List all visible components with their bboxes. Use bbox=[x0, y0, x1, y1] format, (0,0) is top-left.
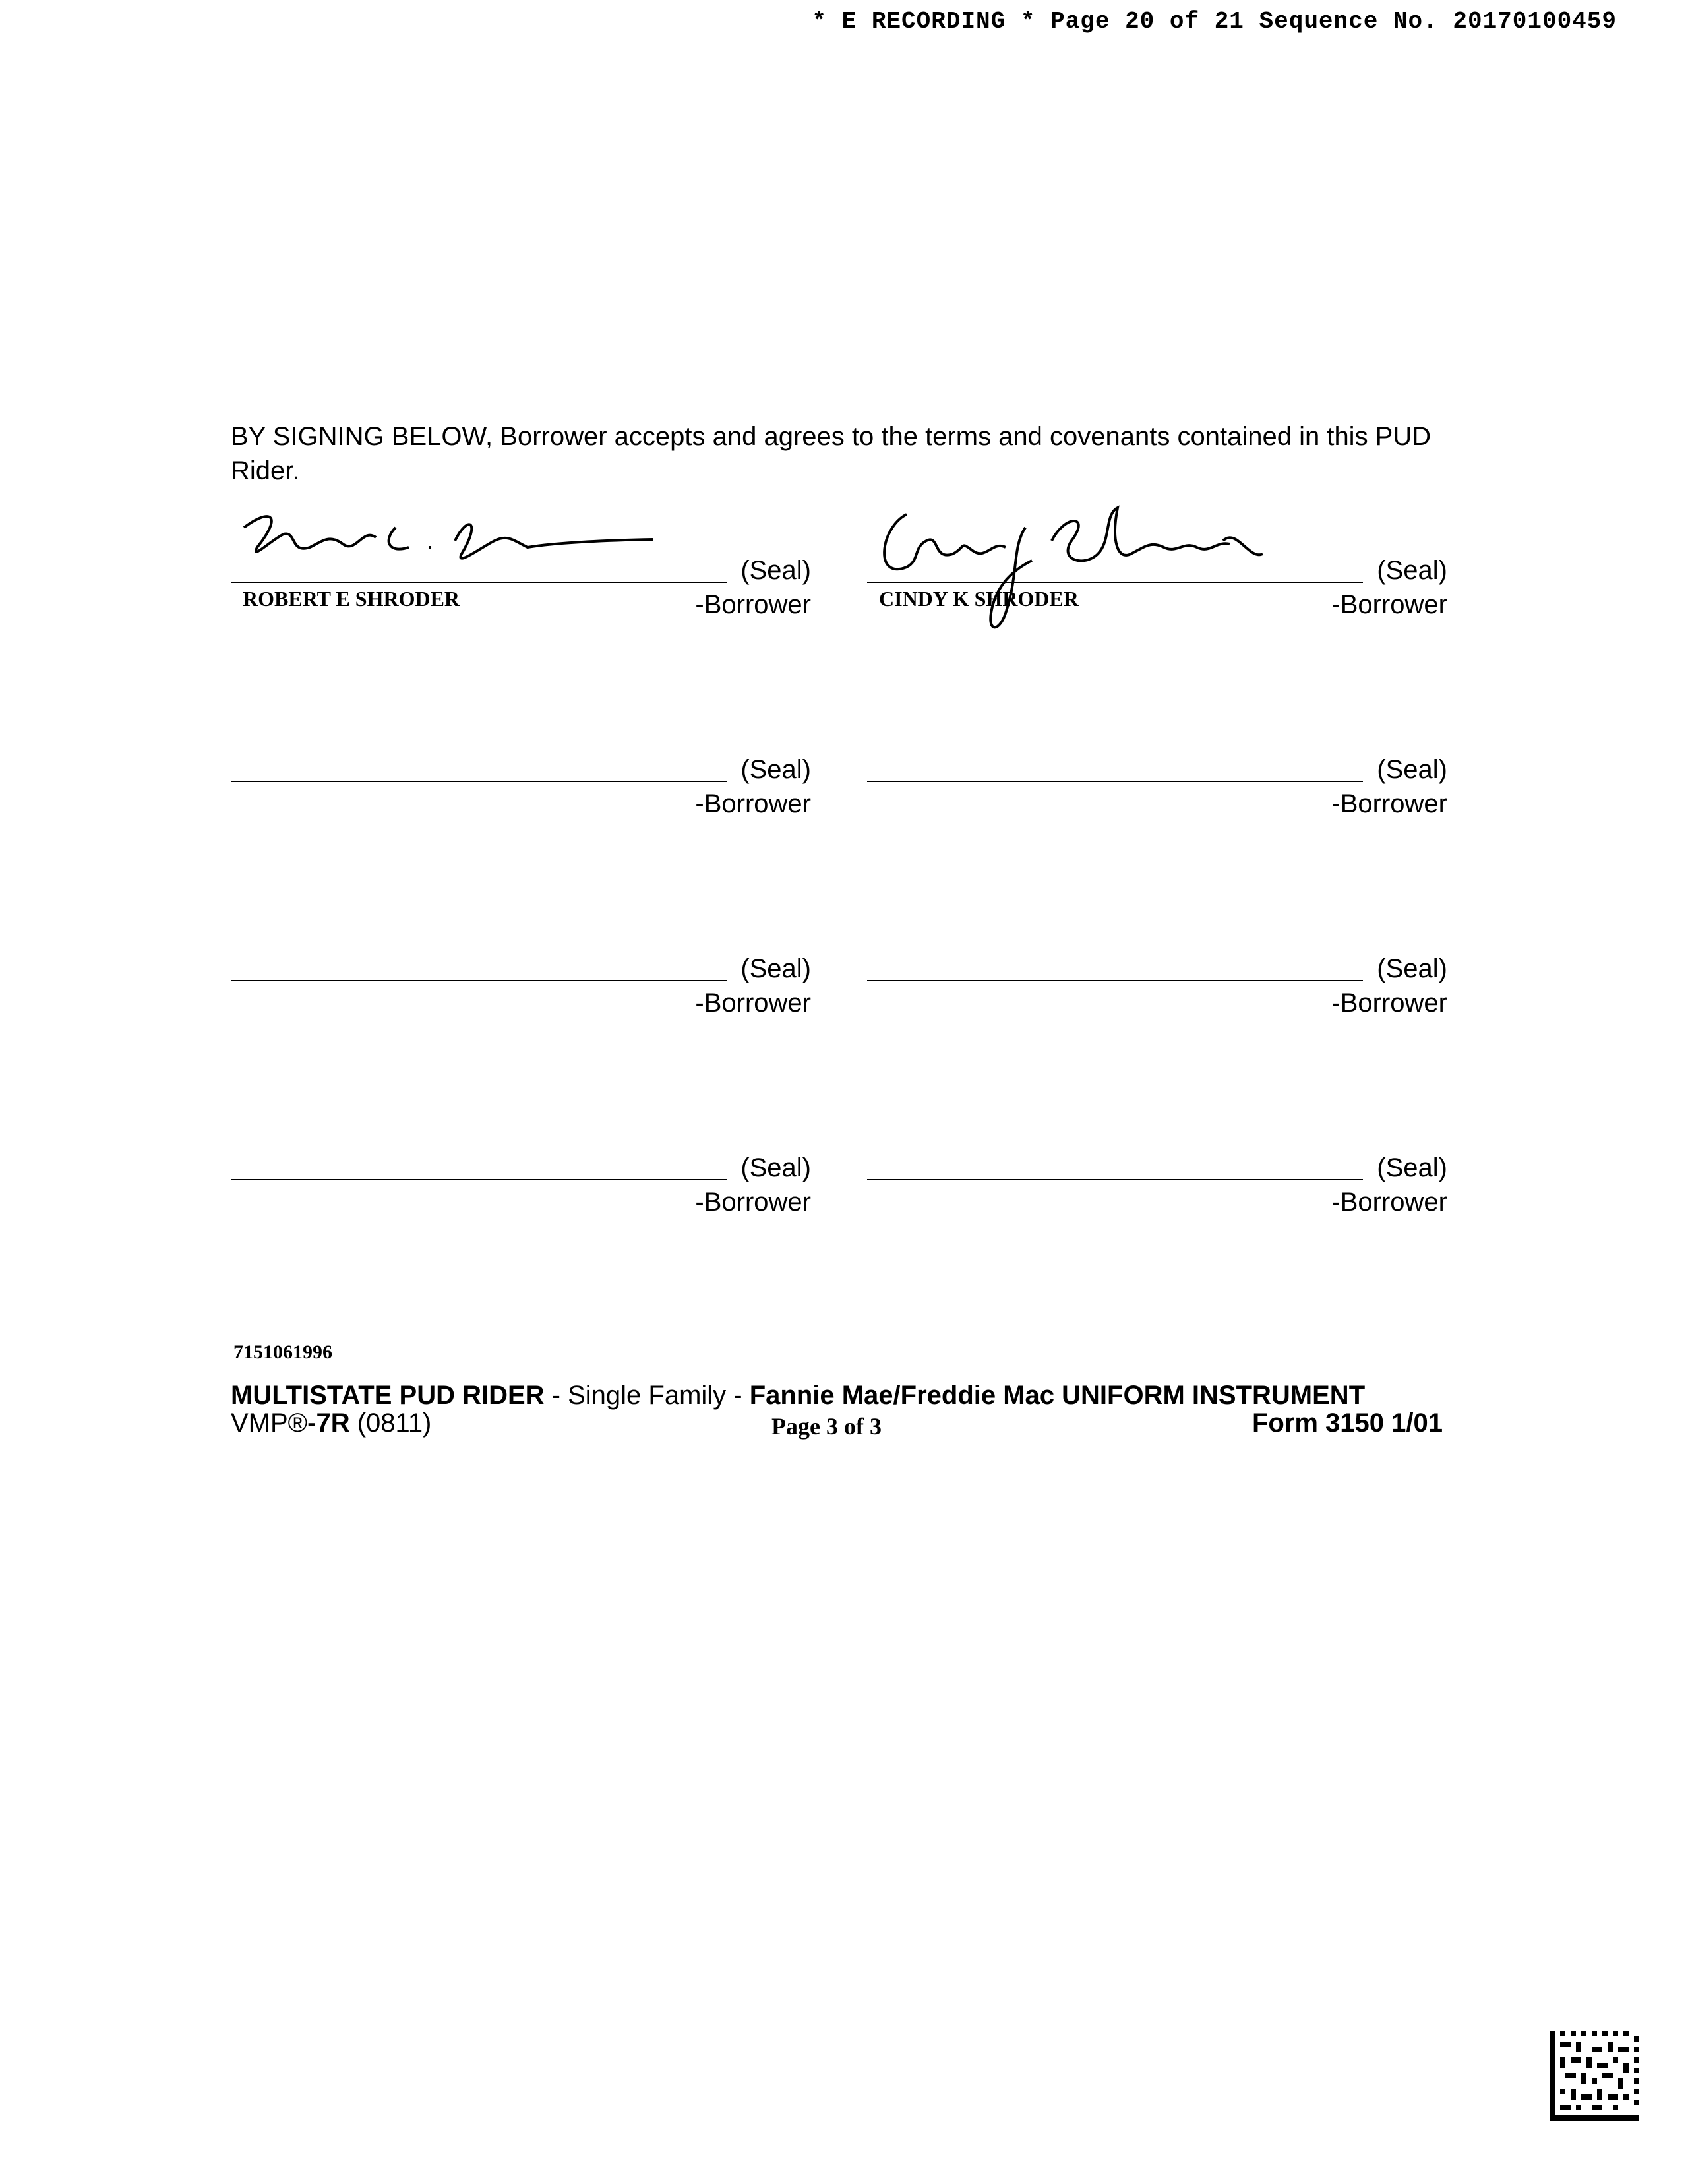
seal-label: (Seal) bbox=[1377, 954, 1447, 983]
signature-block-2 bbox=[867, 541, 1447, 620]
seal-label: (Seal) bbox=[740, 556, 811, 585]
signature-block-5 bbox=[231, 939, 811, 1018]
signature-line bbox=[867, 1179, 1363, 1180]
seal-label: (Seal) bbox=[740, 954, 811, 983]
borrower-label: -Borrower bbox=[695, 988, 811, 1017]
signature-block-7 bbox=[231, 1138, 811, 1217]
signature-robert bbox=[231, 501, 692, 593]
vmp-prefix: VMP® bbox=[231, 1409, 308, 1438]
borrower-label: -Borrower bbox=[1331, 1188, 1447, 1217]
borrower-label: -Borrower bbox=[695, 590, 811, 619]
signature-block-1 bbox=[231, 541, 811, 620]
signature-line bbox=[867, 582, 1363, 583]
vmp-suffix: (0811) bbox=[349, 1409, 432, 1438]
signature-line bbox=[867, 980, 1363, 981]
page-number: Page 3 of 3 bbox=[771, 1413, 882, 1440]
recording-header: * E RECORDING * Page 20 of 21 Sequence No. 20170100459 bbox=[812, 8, 1617, 35]
signature-line bbox=[231, 980, 727, 981]
signature-line bbox=[231, 781, 727, 782]
signature-block-3 bbox=[231, 740, 811, 819]
signer-name: CINDY K SHRODER bbox=[879, 587, 1079, 611]
signature-block-4 bbox=[867, 740, 1447, 819]
signer-name: ROBERT E SHRODER bbox=[243, 587, 460, 611]
signature-line bbox=[231, 1179, 727, 1180]
loan-number: 7151061996 bbox=[233, 1341, 332, 1363]
seal-label: (Seal) bbox=[740, 755, 811, 784]
signature-block-6 bbox=[867, 939, 1447, 1018]
borrower-label: -Borrower bbox=[695, 789, 811, 818]
barcode-icon bbox=[1550, 2031, 1639, 2121]
seal-label: (Seal) bbox=[740, 1153, 811, 1182]
seal-label: (Seal) bbox=[1377, 1153, 1447, 1182]
form-title-line bbox=[231, 1381, 1365, 1410]
borrower-label: -Borrower bbox=[1331, 590, 1447, 619]
form-number: Form 3150 1/01 bbox=[1251, 1409, 1443, 1438]
form-instrument: Fannie Mae/Freddie Mac UNIFORM INSTRUMENT bbox=[749, 1381, 1366, 1410]
form-title: MULTISTATE PUD RIDER bbox=[231, 1381, 545, 1410]
signature-line bbox=[867, 781, 1363, 782]
vmp-number: -7R bbox=[307, 1409, 350, 1438]
seal-label: (Seal) bbox=[1377, 556, 1447, 585]
signature-block-8 bbox=[867, 1138, 1447, 1217]
borrower-label: -Borrower bbox=[695, 1188, 811, 1217]
borrower-label: -Borrower bbox=[1331, 988, 1447, 1017]
seal-label: (Seal) bbox=[1377, 755, 1447, 784]
borrower-label: -Borrower bbox=[1331, 789, 1447, 818]
signature-line bbox=[231, 582, 727, 583]
signature-cindy bbox=[867, 501, 1329, 659]
vmp-code bbox=[231, 1409, 431, 1438]
signing-statement: BY SIGNING BELOW, Borrower accepts and agrees to the terms and covenants contained in this PUD Rider. bbox=[231, 422, 1432, 485]
form-type: - Single Family - bbox=[544, 1381, 750, 1410]
